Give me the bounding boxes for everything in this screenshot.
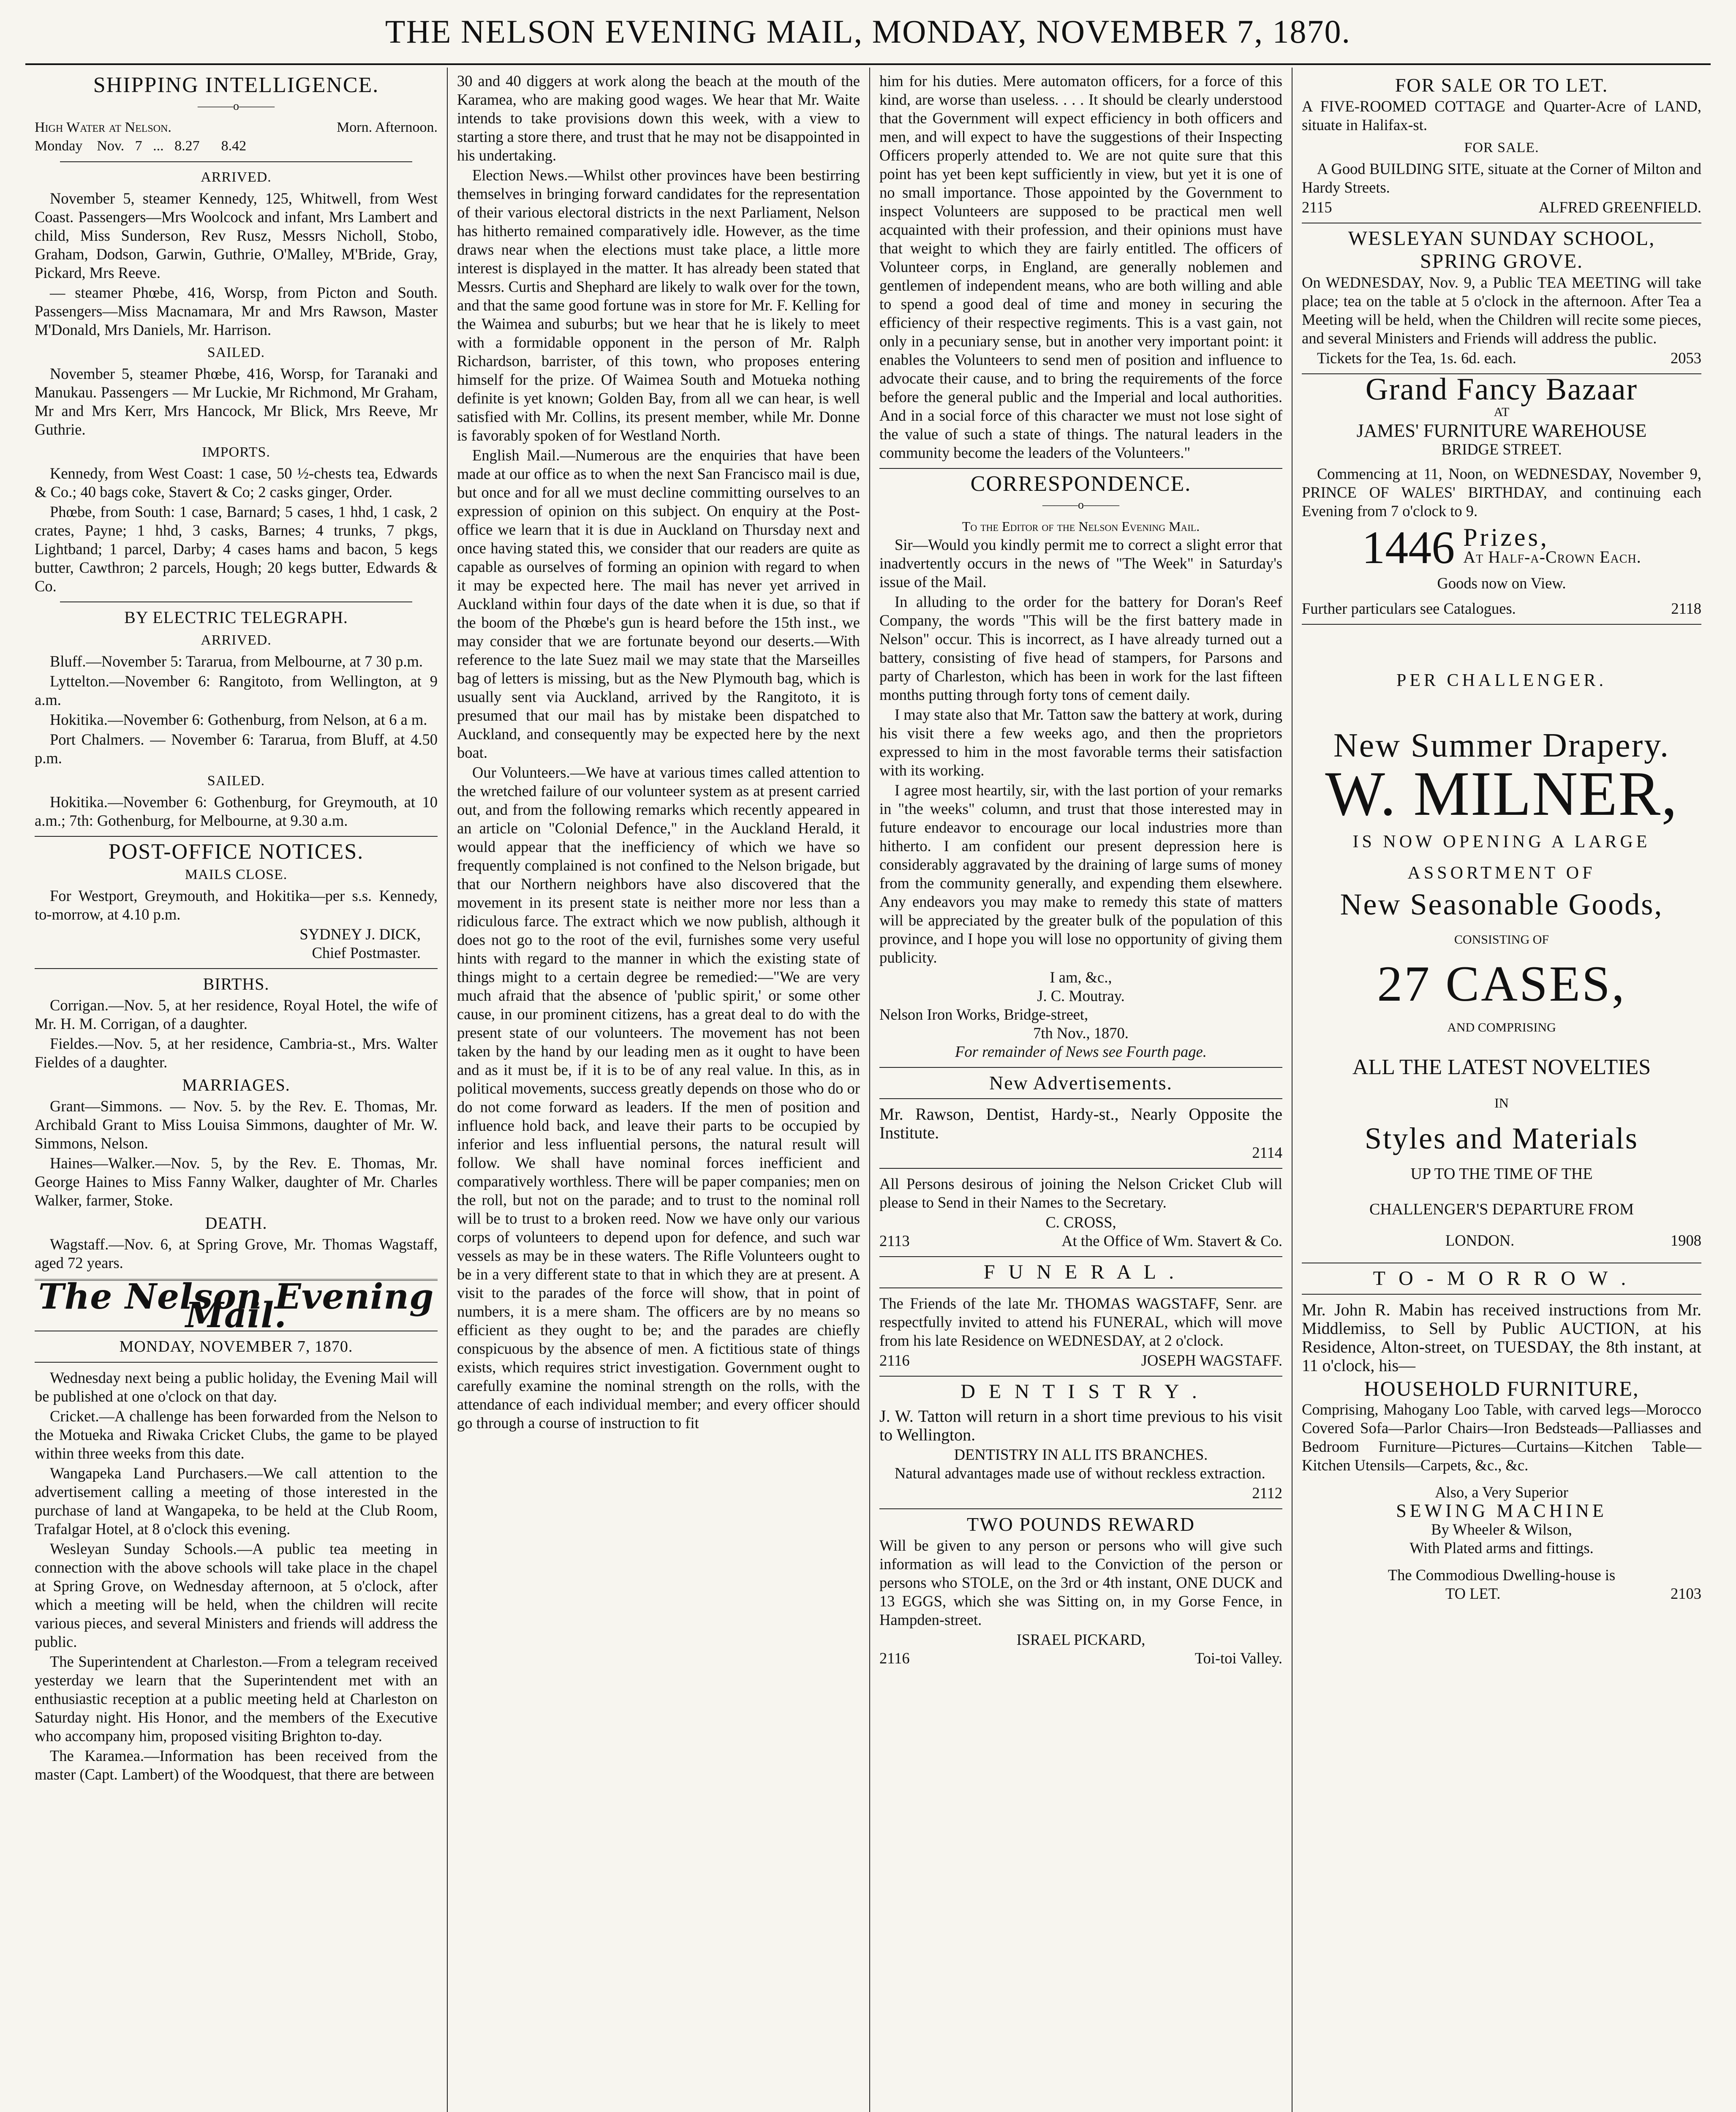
tide-morn: Morn. xyxy=(337,120,373,135)
column-2 xyxy=(448,68,870,2112)
advert-number: 2103 xyxy=(1671,1585,1701,1602)
sailed-heading: SAILED. xyxy=(207,345,265,360)
postmaster-name: SYDNEY J. DICK, xyxy=(299,925,421,943)
tomorrow-heading: T O - M O R R O W . xyxy=(1373,1267,1630,1290)
imports-entry: Kennedy, from West Coast: 1 case, 50 ½-chests tea, Edwards & Co.; 40 bags coke, Stavert & Co; 2 casks ginger, Order. xyxy=(35,465,438,501)
newspaper-page xyxy=(25,68,1711,2112)
divider xyxy=(879,468,1282,469)
advert-text: A Good BUILDING SITE, situate at the Corner of Milton and Hardy Streets. xyxy=(1302,160,1701,196)
advert-text: The Commodious Dwelling-house is xyxy=(1388,1566,1616,1584)
household-heading: HOUSEHOLD FURNITURE, xyxy=(1364,1377,1639,1400)
letter-paragraph: In alluding to the order for the battery for Doran's Reef Company, the words "This will be the first battery made in Nelson" occur. This is incorrect, as I have already turned out a battery, consisting of five head of stampers, for Parsons and party of Charleston, which has been in work for the last fifteen months putting through forty tons of cement daily. xyxy=(879,593,1282,703)
advert-number: 2053 xyxy=(1671,349,1701,367)
advert-text: Tickets for the Tea, 1s. 6d. each. xyxy=(1317,349,1516,367)
divider xyxy=(35,836,438,837)
advert-text: A FIVE-ROOMED COTTAGE and Quarter-Acre of LAND, situate in Halifax-st. xyxy=(1302,98,1701,133)
auction-notice: Mr. John R. Mabin has received instructions from Mr. Middlemiss, to Sell by Public AUCTION, at his Residence, Alton-street, on TUESDAY, the 8th instant, at 11 o'clock, his— xyxy=(1302,1300,1701,1375)
tele-entry: Hokitika.—November 6: Gothenburg, from Nelson, at 6 a m. xyxy=(50,711,427,728)
advert-signature: ISRAEL PICKARD, xyxy=(1016,1631,1146,1648)
tele-entry: Port Chalmers. — November 6: Tararua, from Bluff, at 4.50 p.m. xyxy=(35,731,438,767)
sailed-entry: November 5, steamer Phœbe, 416, Worsp, for Taranaki and Manukau. Passengers — Mr Luckie, Mr Richmond, Mr Graham, Mr and Mrs Kerr, Mrs Hancock, Mr Blick, Mrs Reeve, Mr Guthrie. xyxy=(35,365,438,438)
births-heading: BIRTHS. xyxy=(203,974,269,993)
cases-count: 27 CASES, xyxy=(1377,955,1626,1012)
news-paragraph: 30 and 40 diggers at work along the beach at the mouth of the Karamea, who are making good wages. We hear that Mr. Waite intends to take provisions down this week, with a view to starting a store there, and trust that he may not be disappointed in his undertaking. xyxy=(457,72,860,164)
letter-paragraph: I agree most heartily, sir, with the last portion of your remarks in "the weeks" column, and trust that those interested may in future endeavor to encourage our local industries more than hitherto. I am confident our present depression here is considerably aggravated by the draining of large sums of money from the community generally, and expending them elsewhere. Any endeavors you may make to remedy this state of matters will be appreciated by the greater bulk of the population of this province, and I hope you will lose no opportunity of giving them publicity. xyxy=(879,781,1282,966)
divider xyxy=(879,1067,1282,1068)
news-paragraph: Wesleyan Sunday Schools.—A public tea meeting in connection with the above schools will take place in the chapel at Spring Grove, on Wednesday afternoon, at 5 o'clock, after which a meeting will be held, when the children will recite various pieces, and several Ministers and friends will address the public. xyxy=(35,1540,438,1650)
advert-text: LONDON. xyxy=(1445,1232,1515,1249)
wesleyan-subheading: SPRING GROVE. xyxy=(1420,250,1584,272)
birth-entry: Corrigan.—Nov. 5, at her residence, Royal Hotel, the wife of Mr. H. M. Corrigan, of a daughter. xyxy=(35,996,438,1032)
news-paragraph: Cricket.—A challenge has been forwarded from the Nelson to the Motueka and Riwaka Cricket Clubs, the game to be played within three weeks from this date. xyxy=(35,1407,438,1462)
tele-entry: Lyttelton.—November 6: Rangitoto, from Wellington, at 9 a.m. xyxy=(35,672,438,708)
ornament: ———o——— xyxy=(1042,498,1119,512)
divider xyxy=(879,1508,1282,1509)
advert-location: At the Office of Wm. Stavert & Co. xyxy=(1061,1232,1282,1249)
divider xyxy=(35,968,438,969)
for-sale-subheading: FOR SALE. xyxy=(1464,140,1539,155)
tide-row: Monday Nov. 7 ... 8.27 8.42 xyxy=(35,138,247,154)
advert-text: Also, a Very Superior xyxy=(1435,1483,1568,1501)
letter-signoff: I am, &c., xyxy=(1050,969,1112,986)
advert-text: IN xyxy=(1494,1095,1509,1110)
advert-text: J. W. Tatton will return in a short time previous to his visit to Wellington. xyxy=(879,1407,1282,1444)
advert-number: 2112 xyxy=(1252,1484,1282,1502)
divider xyxy=(35,1362,438,1363)
news-paragraph: Wednesday next being a public holiday, the Evening Mail will be published at one o'clock on that day. xyxy=(35,1369,438,1405)
prizes-word: Prizes, xyxy=(1463,523,1549,551)
arrived-entry: — steamer Phœbe, 416, Worsp, from Picton and South. Passengers—Miss Macnamara, Mr and Mrs Rawson, Master M'Donald, Mrs Daniels, Mr. Harrison. xyxy=(35,284,438,338)
letter-address: Nelson Iron Works, Bridge-street, xyxy=(879,1006,1088,1023)
bazaar-heading: Grand Fancy Bazaar xyxy=(1365,372,1638,407)
advert-text: With Plated arms and fittings. xyxy=(1409,1539,1594,1557)
wesleyan-heading: WESLEYAN SUNDAY SCHOOL, xyxy=(1348,227,1655,250)
election-news: Election News.—Whilst other provinces have been bestirring themselves in bringing forward candidates for the representation of their various electoral districts in the next Parliament, Nelson has hitherto remained comparatively idle. However, as the time draws near when the elections must take place, a little more interest is displayed in the matter. It has already been stated that Messrs. Curtis and Shephard are likely to walk over for the town, and that the same good fortune was in store for Mr. F. Kelling for the Waimea and suburbs; but we hear that he is likely to meet with a formidable opponent in the person of Mr. Ralph Richardson, barrister, of this town, who proposes entering himself for the prize. Of Waimea South and Motueka nothing definite is yet known; Golden Bay, from all we can hear, is well satisfied with Mr. Collins, its present member, while Mr. Donne is favorably spoken of for Westland North. xyxy=(457,166,860,444)
tele-entry: Hokitika.—November 6: Gothenburg, for Greymouth, at 10 a.m.; 7th: Gothenburg, for Melbourne, at 9.30 a.m. xyxy=(35,793,438,829)
milner-name: W. MILNER, xyxy=(1325,759,1678,829)
new-ads-heading: New Advertisements. xyxy=(989,1072,1173,1094)
advert-location: Toi-toi Valley. xyxy=(1195,1649,1282,1667)
advert-text: CHALLENGER'S DEPARTURE FROM xyxy=(1369,1200,1634,1218)
advert-cricket-club xyxy=(879,1175,1282,1250)
volunteers-article-cont: him for his duties. Mere automaton officers, for a force of this kind, are worse than useless. . . . It should be clearly understood that the Government will expect efficiency in both officers and men, and will expect to have the suggestions of their Inspecting Officers properly attended to. We are not quite sure that this point has yet been kept sufficiently in view, but yet it is one of no small importance. Those appointed by the Government to inspect Volunteers are supposed to be practical men well acquainted with their profession, and their opinions must have that weight to which they are fairly entitled. The officers of Volunteer corps, in England, are generally noblemen and gentlemen of independent means, who are both willing and able to spend a good deal of time and money in securing the efficiency of their respective regiments. This is a vast gain, not only in a pecuniary sense, but in another very important point: it enables the Volunteers to send men of position and influence to advocate their cause, and to bring the requirements of the force before the general public and the Imperial and local authorities. And in a social force of this character we must not lose sight of the value of such a state of things. The natural leaders in the community become the leaders of the Volunteers." xyxy=(879,72,1282,461)
death-heading: DEATH. xyxy=(205,1214,267,1233)
volunteers-article: Our Volunteers.—We have at various times called attention to the wretched failure of our volunteer system as at present carried out, and from the following remarks which recently appeared in an article on "Colonial Defence," in the Auckland Herald, it would appear that the inefficiency of which we have so frequently complained is not confined to the Nelson brigade, but that our Northern neighbors have also discovered that the movement in its present state is neither more nor less than a ridiculous farce. The extract which we now publish, although it does not go to the root of the evil, furnishes some very useful hints with regard to the manner in which the existing state of things might to a certain degree be remedied:—"We are very much afraid that the absence of 'public spirit,' or some other cause, in our prominent citizens, has a great deal to do with the present state of our volunteers. The movement has not been taken by the hand by our leading men as it ought to have been and as it must be, if it is to be of any real value. In this, as in political movements, success greatly depends on those who do or do not come forward as leaders. If the men of position and influence hold back, and leave their parts to be occupied by inferior and less influential persons, the natural result will follow. We shall have nominal forces inefficient and comparatively worthless. There will be paper companies; men on the roll, but not on the parade; and to trust to the nominal roll will be to trust to a broken reed. Now we have only our various corps of volunteers to depend upon for defence, and such war vessels as may be in these waters. The Rifle Volunteers ought to be in a very different state to that in which they are at present. A visit to the parades of the force will show, that in point of numbers, it is a mere sham. The officers are by no means so efficient as they ought to be; and the parades are chiefly conspicuous by the absence of men. A fictitious state of things exists, which requires strict investigation. Government ought to carefully examine the nominal strength on the rolls, with the attendance of each individual member; and every officer should go through a course of instruction to fit xyxy=(457,764,860,1432)
advert-number: 2118 xyxy=(1671,600,1701,617)
correspondence-heading: CORRESPONDENCE. xyxy=(970,472,1192,496)
advert-number: 2115 xyxy=(1302,199,1332,216)
birth-entry: Fieldes.—Nov. 5, at her residence, Cambria-st., Mrs. Walter Fieldes of a daughter. xyxy=(35,1035,438,1071)
auction-items: Comprising, Mahogany Loo Table, with carved legs—Morocco Covered Sofa—Parlor Chairs—Iron Bedsteads—Palliasses and Bedroom Furniture—Pictures—Curtains—Kitchen Table—Kitchen Utensils—Carpets, &c., &c. xyxy=(1302,1401,1701,1474)
divider xyxy=(1302,624,1701,625)
advert-text: Mr. Rawson, Dentist, Hardy-st., Nearly Opposite the Institute. xyxy=(879,1105,1282,1142)
divider xyxy=(60,161,412,162)
bazaar-at: AT xyxy=(1494,405,1510,419)
divider xyxy=(879,1256,1282,1257)
letter-paragraph: I may state also that Mr. Tatton saw the battery at work, during his visit there a few weeks ago, and then the proprietors expressed to him in the most favorable terms their satisfaction with its working. xyxy=(879,706,1282,779)
advert-signature: JOSEPH WAGSTAFF. xyxy=(1141,1352,1282,1369)
bazaar-street: BRIDGE STREET. xyxy=(1441,441,1562,458)
advert-rawson xyxy=(879,1105,1282,1162)
goods-heading: New Seasonable Goods, xyxy=(1340,887,1663,921)
death-entry: Wagstaff.—Nov. 6, at Spring Grove, Mr. Thomas Wagstaff, aged 72 years. xyxy=(35,1236,438,1271)
prizes-count: 1446 xyxy=(1362,521,1455,573)
marriage-entry: Haines—Walker.—Nov. 5, by the Rev. E. Thomas, Mr. George Haines to Miss Fanny Walker, daughter of Mr. Charles Walker, farmer, Stoke. xyxy=(35,1154,438,1209)
styles-heading: Styles and Materials xyxy=(1365,1121,1638,1155)
postmaster-title: Chief Postmaster. xyxy=(312,944,421,961)
tide-table xyxy=(35,118,438,137)
advert-number: 2113 xyxy=(879,1232,910,1249)
column-1 xyxy=(25,68,448,2112)
letter-date: 7th Nov., 1870. xyxy=(1033,1024,1129,1042)
newspaper-nameplate: The Nelson Evening Mail. xyxy=(38,1276,434,1336)
divider xyxy=(879,1098,1282,1099)
advert-number: 2116 xyxy=(879,1649,910,1667)
advert-number: 2114 xyxy=(1252,1144,1282,1161)
prizes-line xyxy=(1302,521,1701,573)
tide-label: High Water at Nelson. xyxy=(35,120,171,135)
advert-text: AND COMPRISING xyxy=(1447,1021,1556,1034)
arrived-heading: ARRIVED. xyxy=(201,169,272,185)
advert-text: Goods now on View. xyxy=(1437,574,1566,592)
advert-text: By Wheeler & Wilson, xyxy=(1431,1521,1572,1538)
marriages-heading: MARRIAGES. xyxy=(182,1075,290,1094)
divider xyxy=(879,1168,1282,1169)
imports-entry: Phœbe, from South: 1 case, Barnard; 5 cases, 1 hhd, 1 cask, 2 crates, Payne; 1 hhd, 3 casks, Barnes; 4 trunks, 7 pkgs, Lightband; 1 parcel, Darby; 4 cases hams and bacon, 5 kegs butter, Cawthron; 2 parcels, Hough; 20 kegs butter, Edwards & Co. xyxy=(35,503,438,595)
letter-signature: J. C. Moutray. xyxy=(1037,987,1125,1004)
bazaar-venue: JAMES' FURNITURE WAREHOUSE xyxy=(1356,420,1647,441)
news-paragraph: The Superintendent at Charleston.—From a telegram received yesterday we learn that the Superintendent met with an enthusiastic reception at a public meeting held at Charleston on Saturday night. His Honor, and the members of the Executive who accompany him, proposed visiting Brighton to-day. xyxy=(35,1653,438,1745)
funeral-notice: The Friends of the late Mr. THOMAS WAGSTAFF, Senr. are respectfully invited to attend his FUNERAL, which will move from his late Residence on WEDNESDAY, at 2 o'clock. xyxy=(879,1295,1282,1349)
advert-text: TO LET. xyxy=(1445,1585,1501,1602)
marriage-entry: Grant—Simmons. — Nov. 5. by the Rev. E. Thomas, Mr. Archibald Grant to Miss Louisa Simmons, daughter of Mr. W. Simmons, Nelson. xyxy=(35,1097,438,1152)
advert-text: All Persons desirous of joining the Nelson Cricket Club will please to Send in their Names to the Secretary. xyxy=(879,1175,1282,1211)
column-4 xyxy=(1292,68,1711,2112)
column-3 xyxy=(870,68,1292,2112)
shipping-heading: SHIPPING INTELLIGENCE. xyxy=(93,73,379,97)
tide-afternoon: Afternoon. xyxy=(375,120,438,135)
reward-notice: Will be given to any person or persons who will give such information as will lead to the Conviction of the person or persons who STOLE, on the 3rd or 4th instant, ONE DUCK and 13 EGGS, which she was Sitting on, in my Gorse Fence, in Hampden-street. xyxy=(879,1537,1282,1628)
reward-heading: TWO POUNDS REWARD xyxy=(967,1513,1195,1535)
advert-text: CONSISTING OF xyxy=(1454,933,1549,947)
advert-text: UP TO THE TIME OF THE xyxy=(1410,1165,1593,1183)
drapery-heading: New Summer Drapery. xyxy=(1333,727,1670,764)
advert-signature: C. CROSS, xyxy=(1045,1214,1116,1231)
advert-text: ASSORTMENT OF xyxy=(1407,863,1596,883)
english-mail-news: English Mail.—Numerous are the enquiries that have been made at our office as to when the next San Francisco mail is due, but once and for all we must decline committing ourselves to an expression of opinion on this subject. On enquiry at the Post-office we learn that it is due in Auckland on Thursday next and once having stated this, we consider that our readers are quite as capable as ourselves of forming an opinion with regard to when it may be expected here. The mail has never yet arrived in Auckland within four days of the date when it is due, so that if the boom of the Phœbe's gun is heard before the 15th inst., we may consider that we are fortunate beyond our deserts.—With reference to the late Suez mail we may state that the Marseilles bag of letters is missing, but as the New Plymouth bag, which is usually sent via Auckland, arrived by the Rangitoto, it is presumed that our mail has by mistake been dispatched to Auckland, and consequently may be expected here by the next boat. xyxy=(457,446,860,761)
divider xyxy=(60,601,412,602)
funeral-heading: F U N E R A L . xyxy=(983,1261,1178,1283)
advert-text: ALL THE LATEST NOVELTIES xyxy=(1352,1055,1651,1079)
mails-close-heading: MAILS CLOSE. xyxy=(185,867,288,882)
letter-paragraph: Sir—Would you kindly permit me to correct a slight error that inadvertently occurs in the news of "The Week" in Saturday's issue of the Mail. xyxy=(879,536,1282,591)
advert-text: IS NOW OPENING A LARGE xyxy=(1352,832,1651,852)
for-sale-heading: FOR SALE OR TO LET. xyxy=(1395,74,1608,96)
advert-text: Commencing at 11, Noon, on WEDNESDAY, November 9, PRINCE OF WALES' BIRTHDAY, and continuing each Evening from 7 o'clock to 9. xyxy=(1302,465,1701,520)
arrived-entry: November 5, steamer Kennedy, 125, Whitwell, from West Coast. Passengers—Mrs Woolcock and infant, Mrs Lambert and child, Miss Sunderson, Rev Rusz, Messrs Nicholl, Stobo, Graham, Dodson, Garwin, Guthrie, O'Malley, M'Bride, Gray, Pickard, Mrs Reeve. xyxy=(35,190,438,281)
divider xyxy=(1302,1294,1701,1295)
advert-signature: ALFRED GREENFIELD. xyxy=(1538,199,1701,216)
advert-number: 2116 xyxy=(879,1352,910,1369)
post-office-notice: For Westport, Greymouth, and Hokitika—per s.s. Kennedy, to-morrow, at 4.10 p.m. xyxy=(35,887,438,923)
divider xyxy=(879,1376,1282,1377)
tele-entry: Bluff.—November 5: Tararua, from Melbourne, at 7 30 p.m. xyxy=(50,653,423,670)
per-challenger: PER CHALLENGER. xyxy=(1396,671,1607,690)
telegraph-heading: BY ELECTRIC TELEGRAPH. xyxy=(124,608,348,627)
advert-text: On WEDNESDAY, Nov. 9, a Public TEA MEETING will take place; tea on the table at 5 o'clock in the afternoon. After Tea a Meeting will be held, when the Children will recite some pieces, and several Ministers and Friends will address the public. xyxy=(1302,274,1701,347)
advert-number: 1908 xyxy=(1671,1232,1701,1249)
letter-salutation: To the Editor of the Nelson Evening Mail. xyxy=(962,519,1200,534)
edition-date: MONDAY, NOVEMBER 7, 1870. xyxy=(119,1338,353,1355)
dentistry-heading: D E N T I S T R Y . xyxy=(961,1380,1201,1403)
divider xyxy=(879,1287,1282,1288)
news-paragraph: Wangapeka Land Purchasers.—We call attention to the advertisement calling a meeting of those interested in the purchase of land at Wangapeka, to be held at the Club Room, Trafalgar Hotel, at 8 o'clock this evening. xyxy=(35,1464,438,1538)
ornament: ———o——— xyxy=(198,100,275,113)
news-paragraph: The Karamea.—Information has been received from the master (Capt. Lambert) of the Woodquest, that there are between xyxy=(35,1747,438,1783)
masthead: THE NELSON EVENING MAIL, MONDAY, NOVEMBER 7, 1870. xyxy=(25,0,1711,65)
tele-arrived-heading: ARRIVED. xyxy=(201,632,272,648)
tele-sailed-heading: SAILED. xyxy=(207,773,265,789)
news-note: For remainder of News see Fourth page. xyxy=(955,1043,1207,1060)
sewing-machine: SEWING MACHINE xyxy=(1396,1500,1607,1521)
prizes-price: At Half-a-Crown Each. xyxy=(1463,547,1641,566)
advert-text: Further particulars see Catalogues. xyxy=(1302,600,1516,617)
advert-text: Natural advantages made use of without reckless extraction. xyxy=(895,1464,1265,1482)
advert-text: DENTISTRY IN ALL ITS BRANCHES. xyxy=(954,1446,1208,1463)
imports-heading: IMPORTS. xyxy=(202,444,270,460)
post-office-heading: POST-OFFICE NOTICES. xyxy=(108,840,364,864)
